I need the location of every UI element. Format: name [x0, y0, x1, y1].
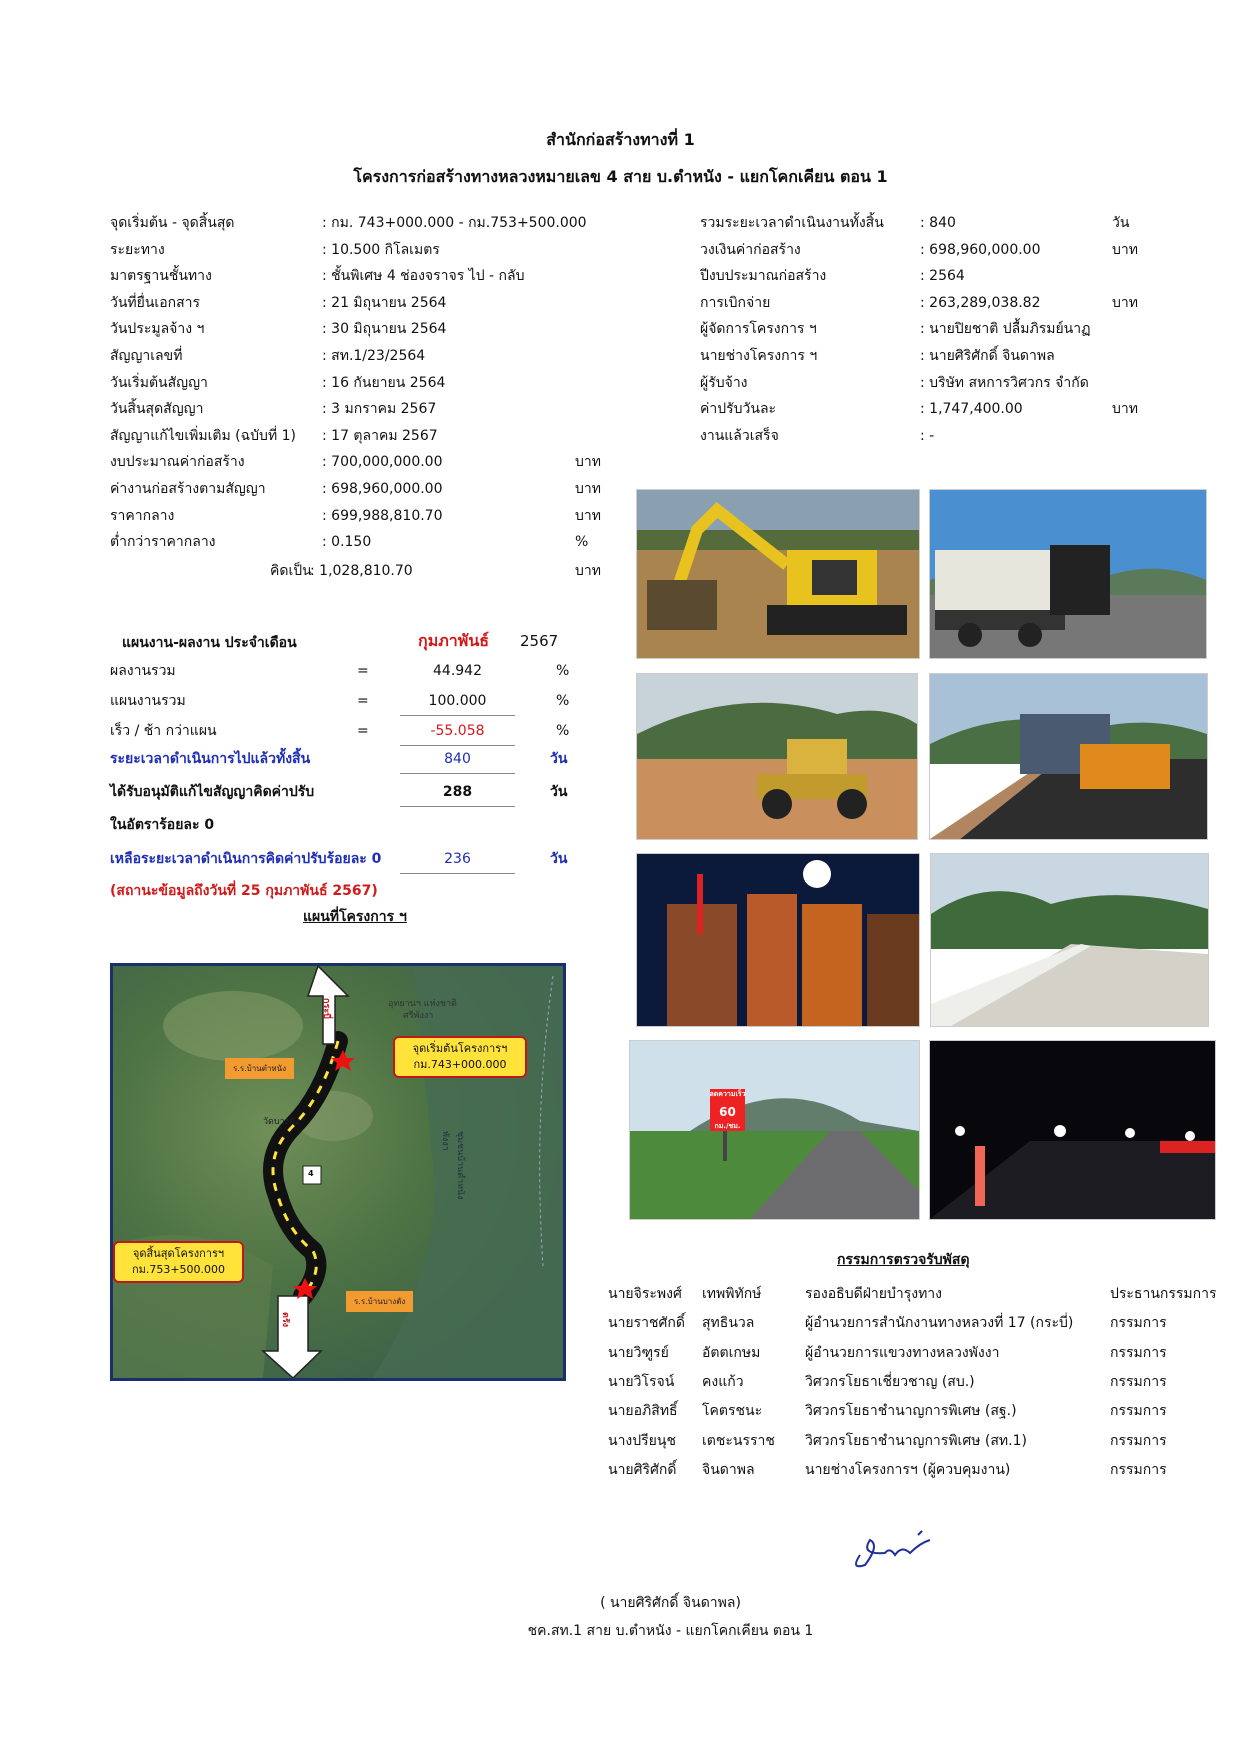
- duration-row: [0, 745, 620, 773]
- start-callout: [393, 1036, 527, 1078]
- plan-row-value: 44.942: [433, 663, 482, 679]
- approved-unit: วัน: [550, 784, 568, 800]
- plan-row-eq: =: [357, 693, 369, 709]
- photo-night-road: [929, 1040, 1216, 1220]
- photo-concrete-road: [930, 853, 1209, 1027]
- end-callout: [113, 1241, 244, 1283]
- info-left-unit: %: [575, 534, 589, 551]
- info-left-label: วันเริ่มต้นสัญญา: [110, 374, 208, 391]
- plan-row: [0, 717, 620, 745]
- status-note: (สถานะข้อมูลถึงวันที่ 25 กุมภาพันธ์ 2567): [110, 883, 378, 899]
- info-right-value: : นายปิยชาติ ปลื้มภิรมย์นาฏ: [920, 321, 1091, 338]
- duration-value: 840: [400, 745, 515, 774]
- remaining-row: [0, 845, 620, 873]
- info-left-label: จุดเริ่มต้น - จุดสิ้นสุด: [110, 215, 235, 231]
- info-right-unit: บาท: [1112, 401, 1138, 418]
- info-left-value: : 0.150: [322, 534, 372, 551]
- committee-member: [0, 1339, 1241, 1367]
- plan-row-value: 100.000: [400, 687, 515, 716]
- info-right-row: [0, 372, 1241, 394]
- committee-title: กรรมการตรวจรับพัสดุ: [837, 1252, 970, 1268]
- member-position: นายช่างโครงการฯ (ผู้ควบคุมงาน): [805, 1461, 1011, 1478]
- member-first-name: นายราชศักดิ์: [608, 1315, 685, 1332]
- member-first-name: นายวิฑูรย์: [608, 1344, 669, 1361]
- route-number: 4: [308, 1169, 314, 1178]
- signature-image: [840, 1525, 940, 1575]
- info-left-label: สัญญาแก้ไขเพิ่มเติม (ฉบับที่ 1): [110, 427, 296, 444]
- plan-row-unit: %: [556, 723, 570, 739]
- info-left-value: : 700,000,000.00: [322, 454, 443, 471]
- village-bottom: ร.ร.บ้านบางตัง: [346, 1291, 413, 1312]
- plan-row: [0, 687, 620, 715]
- village-top: ร.ร.บ้านตำหนัง: [225, 1058, 294, 1079]
- end-callout-line2: กม.753+500.000: [131, 1263, 226, 1276]
- remaining-label: เหลือระยะเวลาดำเนินการคิดค่าปรับร้อยละ 0: [110, 851, 382, 867]
- member-role: กรรมการ: [1110, 1373, 1167, 1390]
- info-right-label: นายช่างโครงการ ฯ: [700, 348, 818, 364]
- info-right-value: : นายศิริศักดิ์ จินดาพล: [920, 348, 1055, 364]
- photo-milling: [929, 489, 1207, 659]
- sign-line1: ลดความเร็ว: [709, 1090, 746, 1098]
- committee-member: [0, 1397, 1241, 1425]
- info-right-unit: บาท: [1112, 241, 1138, 258]
- committee-member: [0, 1368, 1241, 1396]
- photo-grader: [636, 673, 918, 840]
- info-right-value: : 2564: [920, 268, 965, 285]
- info-right-row: [0, 239, 1241, 261]
- member-last-name: เตชะนรราช: [702, 1432, 775, 1449]
- approved-row-2: [0, 811, 620, 839]
- info-left-label: ราคากลาง: [110, 507, 175, 524]
- info-right-row: [0, 345, 1241, 367]
- member-first-name: นายจิระพงศ์: [608, 1286, 682, 1302]
- info-left-label: สัญญาเลขที่: [110, 348, 183, 364]
- info-left-value: : 21 มิถุนายน 2564: [322, 294, 447, 311]
- info-right-row: [0, 425, 1241, 447]
- committee-member: [0, 1456, 1241, 1484]
- member-first-name: นายวิโรจน์: [608, 1373, 675, 1390]
- plan-row-label: แผนงานรวม: [110, 693, 186, 709]
- info-right-row: [0, 318, 1241, 340]
- plan-row: [0, 657, 620, 685]
- place-4: พังงา: [440, 1131, 450, 1151]
- org-title: สำนักก่อสร้างทางที่ 1: [546, 130, 695, 149]
- info-left-label: วันสิ้นสุดสัญญา: [110, 401, 204, 418]
- member-first-name: นายอภิสิทธิ์: [608, 1403, 678, 1420]
- plan-row-unit: %: [556, 693, 570, 709]
- info-right-label: วงเงินค่าก่อสร้าง: [700, 241, 801, 258]
- signature-title: ชค.สท.1 สาย บ.ตำหนัง - แยกโคกเคียน ตอน 1: [527, 1623, 814, 1639]
- info-right-label: ปีงบประมาณก่อสร้าง: [700, 268, 827, 285]
- info-right-value: : บริษัท สหการวิศวกร จำกัด: [920, 374, 1089, 391]
- remaining-value: 236: [400, 845, 515, 874]
- info-left-label: ต่ำกว่าราคากลาง: [110, 534, 216, 551]
- info-right-value: : 698,960,000.00: [920, 241, 1041, 258]
- info-right-label: ค่าปรับวันละ: [700, 401, 777, 418]
- member-position: วิศวกรโยธาชำนาญการพิเศษ (สฐ.): [805, 1403, 1017, 1420]
- member-role: กรรมการ: [1110, 1403, 1167, 1420]
- member-last-name: โคตรชนะ: [702, 1403, 763, 1420]
- info-left-value: : กม. 743+000.000 - กม.753+500.000: [322, 215, 587, 231]
- info-left-unit: บาท: [575, 454, 601, 471]
- info-left-value: : 17 ตุลาคม 2567: [322, 427, 438, 444]
- info-left-value: : 30 มิถุนายน 2564: [322, 321, 447, 338]
- plan-row-label: เร็ว / ช้า กว่าแผน: [110, 723, 217, 739]
- committee-member: [0, 1280, 1241, 1308]
- info-left-value: : 16 กันยายน 2564: [322, 374, 446, 391]
- info-left-unit: บาท: [575, 481, 601, 497]
- info-right-label: งานแล้วเสร็จ: [700, 427, 779, 444]
- info-right-value: : 1,747,400.00: [920, 401, 1023, 418]
- photo-paving: [929, 673, 1208, 840]
- info-right-label: ผู้จัดการโครงการ ฯ: [700, 321, 817, 338]
- photo-excavator: [636, 489, 920, 659]
- member-first-name: นายศิริศักดิ์: [608, 1461, 677, 1478]
- sign-line2: 60: [719, 1105, 736, 1119]
- info-left-label: ค่างานก่อสร้างตามสัญญา: [110, 481, 266, 497]
- member-role: กรรมการ: [1110, 1315, 1167, 1332]
- committee-member: [0, 1309, 1241, 1337]
- info-left-label: ระยะทาง: [110, 241, 165, 258]
- place-5: ชุมชนบ้านตำหนัง: [455, 1131, 465, 1200]
- duration-label: ระยะเวลาดำเนินการไปแล้วทั้งสิ้น: [110, 751, 311, 767]
- member-last-name: สุทธินวล: [702, 1315, 755, 1332]
- member-role: กรรมการ: [1110, 1461, 1167, 1478]
- place-3: วัดบางตัง: [263, 1117, 300, 1127]
- member-position: รองอธิบดีฝ่ายบำรุงทาง: [805, 1286, 942, 1302]
- info-right-label: รวมระยะเวลาดำเนินงานทั้งสิ้น: [700, 215, 884, 231]
- member-position: ผู้อำนวยการแขวงทางหลวงพังงา: [805, 1344, 1000, 1361]
- kidpen-label: คิดเป็น: [270, 563, 312, 579]
- info-left-value: : 10.500 กิโลเมตร: [322, 241, 440, 258]
- member-last-name: เทพพิทักษ์: [702, 1286, 762, 1302]
- info-left-row: [0, 505, 620, 527]
- plan-month: กุมภาพันธ์: [418, 631, 490, 650]
- info-right-unit: บาท: [1112, 294, 1138, 311]
- info-right-row: [0, 292, 1241, 314]
- map-title: แผนที่โครงการ ฯ: [303, 909, 407, 925]
- arrow-top-label: กระบี่: [321, 998, 331, 1019]
- info-left-row: [0, 451, 620, 473]
- plan-row-unit: %: [556, 663, 570, 679]
- member-position: วิศวกรโยธาชำนาญการพิเศษ (สท.1): [805, 1432, 1027, 1449]
- place-1: อุทยานฯ แห่งชาติ: [388, 999, 457, 1009]
- info-left-value: : 3 มกราคม 2567: [322, 401, 437, 418]
- info-right-label: การเบิกจ่าย: [700, 294, 771, 311]
- plan-row-eq: =: [357, 663, 369, 679]
- remaining-unit: วัน: [550, 851, 568, 867]
- info-right-value: : 840: [920, 215, 956, 231]
- info-left-label: มาตรฐานชั้นทาง: [110, 268, 212, 285]
- sign-line3: กม./ชม.: [714, 1122, 741, 1130]
- plan-year: 2567: [520, 632, 559, 650]
- info-right-value: : 263,289,038.82: [920, 294, 1041, 311]
- arrow-bottom-label: ตรัง: [280, 1312, 290, 1328]
- info-left-label: วันประมูลจ้าง ฯ: [110, 321, 205, 338]
- kidpen-row: [0, 560, 620, 582]
- photo-night-formwork: [636, 853, 920, 1027]
- info-right-row: [0, 265, 1241, 287]
- signature-name: ( นายศิริศักดิ์ จินดาพล): [600, 1595, 741, 1611]
- member-position: วิศวกรโยธาเชี่ยวชาญ (สบ.): [805, 1373, 975, 1390]
- info-left-label: งบประมาณค่าก่อสร้าง: [110, 454, 245, 471]
- plan-row-value: -55.058: [400, 717, 515, 746]
- info-right-unit: วัน: [1112, 215, 1130, 231]
- info-left-unit: บาท: [575, 507, 601, 524]
- committee-member: [0, 1427, 1241, 1455]
- info-left-value: : ชั้นพิเศษ 4 ช่องจราจร ไป - กลับ: [322, 268, 525, 285]
- start-callout-line2: กม.743+000.000: [413, 1058, 507, 1071]
- info-left-value: : สท.1/23/2564: [322, 348, 426, 364]
- member-last-name: อัตตเกษม: [702, 1344, 761, 1361]
- approved-label-2: ในอัตราร้อยละ 0: [110, 817, 215, 833]
- place-2: ศรีพังงา: [403, 1011, 434, 1021]
- plan-title: แผนงาน-ผลงาน ประจำเดือน: [122, 635, 297, 651]
- plan-row-eq: =: [357, 723, 369, 739]
- duration-unit: วัน: [550, 751, 568, 767]
- project-title: โครงการก่อสร้างทางหลวงหมายเลข 4 สาย บ.ตำหนัง - แยกโคกเคียน ตอน 1: [353, 167, 888, 186]
- member-role: กรรมการ: [1110, 1344, 1167, 1361]
- member-last-name: คงแก้ว: [702, 1373, 744, 1390]
- kidpen-unit: บาท: [575, 563, 601, 579]
- member-role: ประธานกรรมการ: [1110, 1286, 1217, 1302]
- info-left-row: [0, 531, 620, 553]
- info-left-value: : 698,960,000.00: [322, 481, 443, 497]
- info-right-value: : -: [920, 427, 935, 444]
- member-role: กรรมการ: [1110, 1432, 1167, 1449]
- photo-speed-sign: [629, 1040, 920, 1220]
- info-right-row: [0, 398, 1241, 420]
- member-last-name: จินดาพล: [702, 1461, 755, 1478]
- approved-value: 288: [400, 778, 515, 807]
- info-left-label: วันที่ยื่นเอกสาร: [110, 294, 201, 311]
- plan-row-label: ผลงานรวม: [110, 663, 176, 679]
- member-position: ผู้อำนวยการสำนักงานทางหลวงที่ 17 (กระบี่): [805, 1315, 1074, 1332]
- info-right-row: [0, 212, 1241, 234]
- kidpen-value: : 1,028,810.70: [310, 563, 413, 579]
- member-first-name: นางปรียนุช: [608, 1432, 676, 1449]
- info-left-row: [0, 478, 620, 500]
- start-callout-line1: จุดเริ่มต้นโครงการฯ: [412, 1042, 508, 1055]
- approved-label: ได้รับอนุมัติแก้ไขสัญญาคิดค่าปรับ: [110, 784, 315, 800]
- info-right-label: ผู้รับจ้าง: [700, 374, 748, 391]
- approved-row: [0, 778, 620, 806]
- end-callout-line1: จุดสิ้นสุดโครงการฯ: [132, 1247, 225, 1260]
- info-left-value: : 699,988,810.70: [322, 507, 443, 524]
